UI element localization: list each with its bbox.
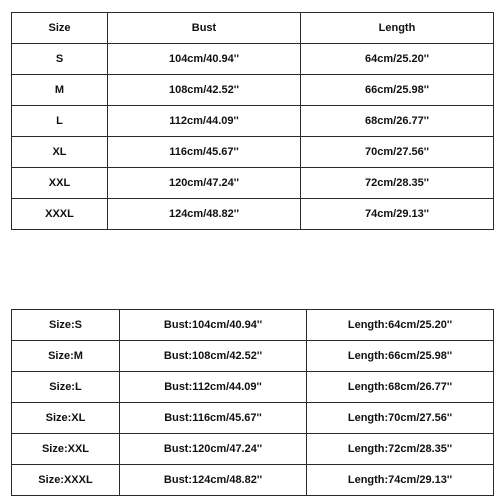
table-row [12,106,494,137]
bust-cell: 104cm/40.94'' [108,44,301,75]
size-cell: Size:XL [12,403,120,434]
bust-cell: Bust:112cm/44.09'' [120,372,307,403]
bust-cell: Bust:108cm/42.52'' [120,341,307,372]
length-cell: Length:64cm/25.20'' [307,310,494,341]
bust-cell: Bust:120cm/47.24'' [120,434,307,465]
table-row [12,372,494,403]
header-bust: Bust [108,13,301,44]
length-cell: 68cm/26.77'' [301,106,494,137]
table-row [12,403,494,434]
bust-cell: 116cm/45.67'' [108,137,301,168]
table-row [12,310,494,341]
length-cell: 70cm/27.56'' [301,137,494,168]
size-cell: S [12,44,108,75]
table-row [12,168,494,199]
bust-cell: Bust:116cm/45.67'' [120,403,307,434]
table-header-row [12,13,494,44]
bust-cell: 108cm/42.52'' [108,75,301,106]
bust-cell: 112cm/44.09'' [108,106,301,137]
bust-cell: 120cm/47.24'' [108,168,301,199]
size-cell: Size:XXXL [12,465,120,496]
length-cell: 66cm/25.98'' [301,75,494,106]
length-cell: 72cm/28.35'' [301,168,494,199]
size-chart-table [11,12,494,230]
size-cell: XXL [12,168,108,199]
size-cell: XXXL [12,199,108,230]
size-cell: XL [12,137,108,168]
length-cell: 64cm/25.20'' [301,44,494,75]
bust-cell: Bust:124cm/48.82'' [120,465,307,496]
table-row [12,137,494,168]
size-cell: Size:M [12,341,120,372]
size-cell: Size:XXL [12,434,120,465]
bust-cell: 124cm/48.82'' [108,199,301,230]
size-cell: Size:S [12,310,120,341]
length-cell: Length:72cm/28.35'' [307,434,494,465]
length-cell: Length:70cm/27.56'' [307,403,494,434]
header-length: Length [301,13,494,44]
length-cell: Length:66cm/25.98'' [307,341,494,372]
size-cell: M [12,75,108,106]
table-row [12,75,494,106]
size-chart-labeled-table [11,309,494,496]
bust-cell: Bust:104cm/40.94'' [120,310,307,341]
table-row [12,44,494,75]
length-cell: Length:74cm/29.13'' [307,465,494,496]
size-cell: Size:L [12,372,120,403]
header-size: Size [12,13,108,44]
length-cell: 74cm/29.13'' [301,199,494,230]
length-cell: Length:68cm/26.77'' [307,372,494,403]
table-row [12,199,494,230]
table-row [12,341,494,372]
size-cell: L [12,106,108,137]
table-row [12,434,494,465]
table-row [12,465,494,496]
